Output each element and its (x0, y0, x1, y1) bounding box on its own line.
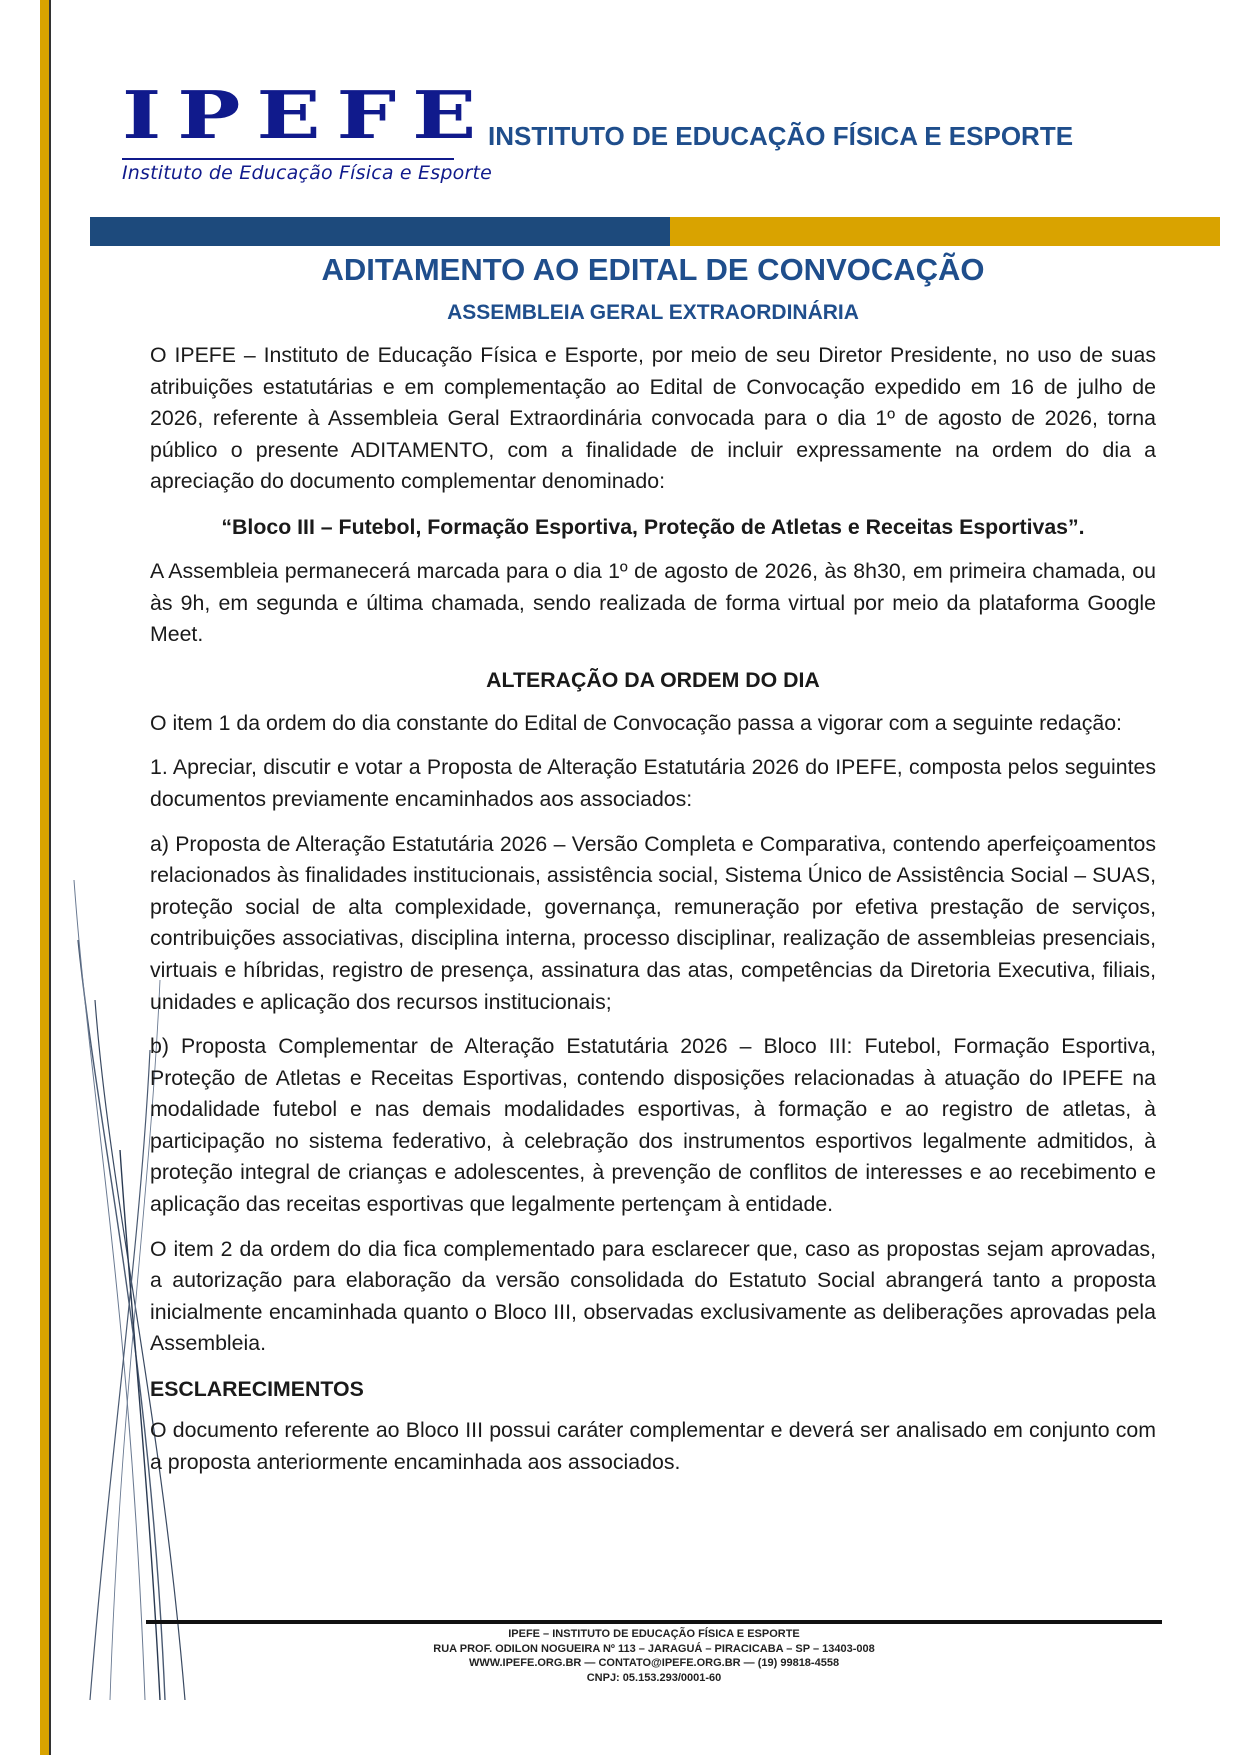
footer-line-contact: WWW.IPEFE.ORG.BR — CONTATO@IPEFE.ORG.BR — (19) 99818-4558 (468, 1657, 840, 1669)
header-bar-blue (90, 217, 670, 246)
document-body (150, 250, 1156, 1491)
side-bar-dark (49, 0, 51, 1755)
item2-paragraph: O item 2 da ordem do dia fica complementado para esclarecer que, caso as propostas sejam aprovadas, a autorização para elaboração da versão consolidada do Estatuto Social abrangerá tanto a proposta inicialmente encaminhada quanto o Bloco III, observadas exclusivamente as deliberações aprovadas pela Assembleia. (150, 1236, 1156, 1356)
item-b-paragraph: b) Proposta Complementar de Alteração Estatutária 2026 – Bloco III: Futebol, Formação Esportiva, Proteção de Atletas e Receitas Esportivas, contendo disposições relacionadas à atuação do IPEFE na modalidade futebol e nas demais modalidades esportivas, à formação e ao registro de atletas, à participação no sistema federativo, à celebração dos instrumentos esportivos legalmente admitidos, à proteção integral de crianças e adolescentes, à prevenção de conflitos de interesses e ao recebimento e aplicação das receitas esportivas que legalmente pertençam à entidade. (150, 1034, 1156, 1217)
footer-divider (146, 1620, 1162, 1624)
item1-intro-paragraph: O item 1 da ordem do dia constante do Edital de Convocação passa a vigorar com a seguinte redação: (150, 710, 1122, 735)
logo-text: IPEFE (122, 76, 493, 154)
footer-line-cnpj: CNPJ: 05.153.293/0001-60 (586, 1671, 722, 1684)
institute-title: INSTITUTO DE EDUCAÇÃO FÍSICA E ESPORTE (488, 121, 1074, 151)
header-bar-gold (670, 217, 1220, 246)
schedule-paragraph: A Assembleia permanecerá marcada para o dia 1º de agosto de 2026, às 8h30, em primeira chamada, ou às 9h, em segunda e última chamada, sendo realizada de forma virtual por meio da plataforma Google Meet. (150, 558, 1156, 647)
logo-subtitle: Instituto de Educação Física e Esporte (122, 158, 454, 184)
side-bar-yellow (40, 0, 49, 1755)
item1-paragraph: 1. Apreciar, discutir e votar a Proposta de Alteração Estatutária 2026 do IPEFE, composta pelos seguintes documentos previamente encaminhados aos associados: (150, 755, 1156, 811)
footer (146, 1627, 1162, 1685)
intro-paragraph: O IPEFE – Instituto de Educação Física e Esporte, por meio de seu Diretor Presidente, no uso de suas atribuições estatutárias e em complementação ao Edital de Convocação expedido em 16 de julho de 2026, referente à Assembleia Geral Extraordinária convocada para o dia 1º de agosto de 2026, torna público o presente ADITAMENTO, com a finalidade de incluir expressamente na ordem do dia a apreciação do documento complementar denominado: (150, 343, 1156, 494)
footer-line-address: RUA PROF. ODILON NOGUEIRA Nº 113 – JARAGUÁ – PIRACICABA – SP – 13403-008 (433, 1642, 875, 1655)
document-subtitle: ASSEMBLEIA GERAL EXTRAORDINÁRIA (447, 301, 859, 324)
highlight-title: “Bloco III – Futebol, Formação Esportiva, Proteção de Atletas e Receitas Esportivas”. (221, 514, 1085, 539)
ipefe-logo (122, 76, 493, 188)
footer-line-name: IPEFE – INSTITUTO DE EDUCAÇÃO FÍSICA E ESPORTE (508, 1628, 800, 1640)
item-a-paragraph: a) Proposta de Alteração Estatutária 2026 – Versão Completa e Comparativa, contendo aperfeiçoamentos relacionados às finalidades institucionais, assistência social, Sistema Único de Assistência Social – SUAS, proteção social de alta complexidade, governança, remuneração por efetiva prestação de serviços, contribuições associativas, disciplina interna, processo disciplinar, realização de assembleias presenciais, virtuais e híbridas, registro de presença, assinatura das atas, competências da Diretoria Executiva, filiais, unidades e aplicação dos recursos institucionais; (150, 831, 1156, 1014)
section-heading-agenda: ALTERAÇÃO DA ORDEM DO DIA (486, 667, 820, 692)
section-heading-clarifications: ESCLARECIMENTOS (150, 1377, 364, 1402)
clarification-paragraph: O documento referente ao Bloco III possui caráter complementar e deverá ser analisado em conjunto com a proposta anteriormente encaminhada aos associados. (150, 1418, 1156, 1474)
document-title: ADITAMENTO AO EDITAL DE CONVOCAÇÃO (321, 252, 985, 287)
